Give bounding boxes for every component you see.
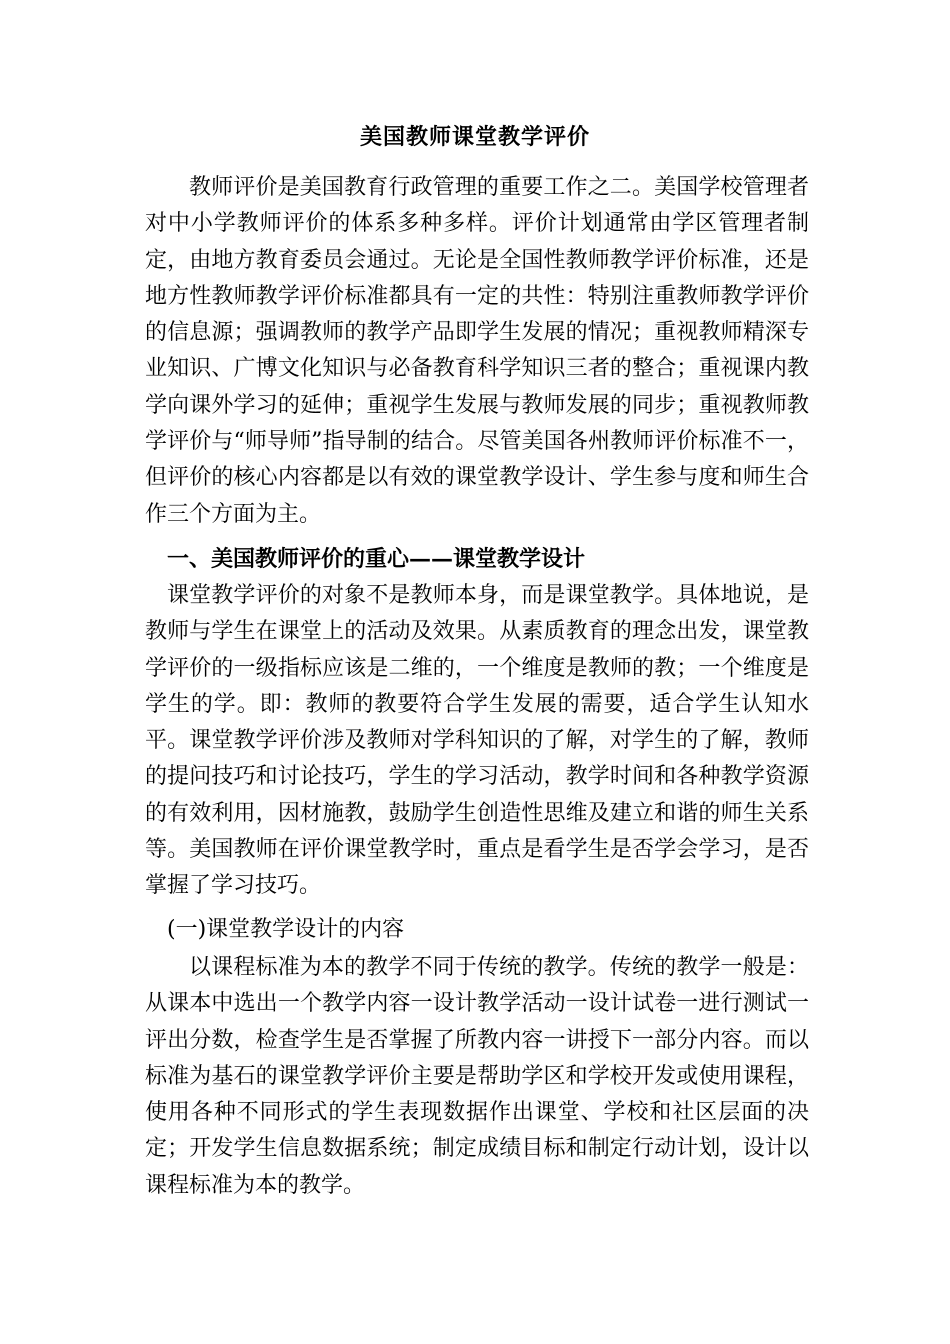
document-title: 美国教师课堂教学评价 [359, 124, 590, 150]
section-heading: 一、美国教师评价的重心——课堂教学设计 [167, 546, 586, 572]
subsection-heading: (一)课堂教学设计的内容 [167, 917, 405, 942]
subsection-paragraph: 以课程标准为本的教学不同于传统的教学。传统的教学一般是：从课本中选出一个教学内容一设计教学活动一设计试卷一进行测试一评出分数，检查学生是否掌握了所教内容一讲授下一部分内容。而以标准为基石的课堂教学评价主要是帮助学区和学校开发或使用课程，使用各种不同形式的学生表现数据作出课堂、学校和社区层面的决定；开发学生信息数据系统；制定成绩目标和制定行动计划，设计以课程标准为本的教学。 [145, 955, 809, 1198]
section-paragraph: 课堂教学评价的对象不是教师本身，而是课堂教学。具体地说，是教师与学生在课堂上的活动及效果。从素质教育的理念出发，课堂教学评价的一级指标应该是二维的，一个维度是教师的教；一个维度是学生的学。即：教师的教要符合学生发展的需要，适合学生认知水平。课堂教学评价涉及教师对学科知识的了解，对学生的了解，教师的提问技巧和讨论技巧，学生的学习活动，教学时间和各种教学资源的有效利用，因材施教，鼓励学生创造性思维及建立和谐的师生关系等。美国教师在评价课堂教学时，重点是看学生是否学会学习，是否掌握了学习技巧。 [145, 583, 809, 899]
intro-paragraph: 教师评价是美国教育行政管理的重要工作之二。美国学校管理者对中小学教师评价的体系多种多样。评价计划通常由学区管理者制定，由地方教育委员会通过。无论是全国性教师教学评价标准，还是地方性教师教学评价标准都具有一定的共性：特别注重教师教学评价的信息源；强调教师的教学产品即学生发展的情况；重视教师精深专业知识、广博文化知识与必备教育科学知识三者的整合；重视课内教学向课外学习的延伸；重视学生发展与教师发展的同步；重视教师教学评价与“师导师”指导制的结合。尽管美国各州教师评价标准不一，但评价的核心内容都是以有效的课堂教学设计、学生参与度和师生合作三个方面为主。 [145, 175, 809, 527]
